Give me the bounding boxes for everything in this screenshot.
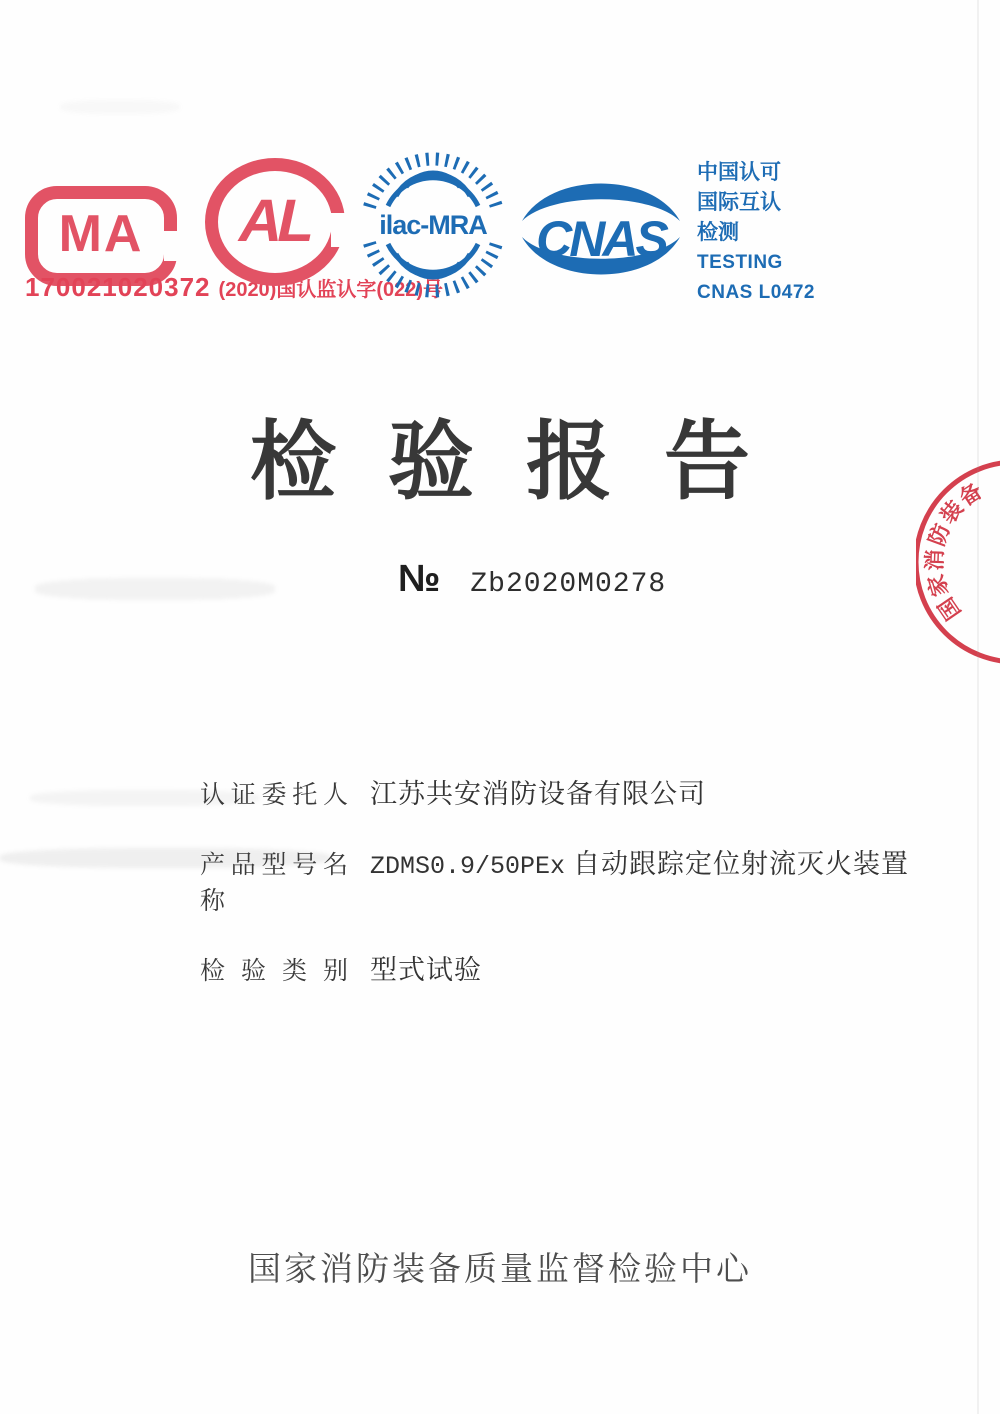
accreditation-line-3: 检测 — [697, 221, 739, 244]
product-model-value — [370, 842, 909, 881]
test-type-value: 型式试验 — [370, 955, 482, 985]
page-title: 检验报告 — [250, 414, 802, 510]
form-row-test-type — [200, 948, 880, 987]
cma-logo-letters: MA — [58, 205, 144, 263]
scan-smudge — [35, 578, 275, 600]
product-model-name: 自动跟踪定位射流灭火装置 — [573, 849, 910, 879]
cma-logo-icon — [25, 186, 177, 286]
report-number-line — [398, 558, 666, 601]
accreditation-line-1: 中国认可 — [697, 161, 781, 184]
cnas-logo-icon — [517, 166, 685, 290]
scan-smudge — [60, 100, 180, 114]
cal-logo-gap — [331, 213, 346, 247]
cma-logo-gap — [164, 231, 177, 261]
cma-approval-text: (2020)国认监认字(022)号 — [218, 279, 444, 301]
accreditation-header — [25, 150, 975, 315]
cal-logo-icon — [205, 158, 345, 286]
seal-visible-text: 国家消防装备 — [922, 477, 989, 625]
product-model-code: ZDMS0.9/50PEx — [370, 852, 566, 881]
report-form — [200, 772, 910, 1018]
issuing-organization: 国家消防装备质量监督检验中心 — [248, 1250, 752, 1287]
official-seal-stamp — [916, 455, 1000, 670]
numero-symbol: № — [398, 558, 441, 600]
product-model-label: 产品型号名称 — [200, 851, 348, 915]
report-number-value: Zb2020M0278 — [470, 569, 667, 600]
scan-smudge — [0, 848, 330, 868]
accreditation-testing-label: TESTING — [697, 252, 783, 273]
accreditation-text-block — [697, 158, 815, 308]
accreditation-cnas-code: CNAS L0472 — [697, 282, 815, 303]
ilac-mra-logo-text: ilac-MRA — [379, 210, 487, 240]
scan-edge-line — [977, 0, 979, 1414]
cal-logo-letters: AL — [233, 186, 318, 254]
accreditation-line-2: 国际互认 — [697, 191, 781, 214]
form-row-applicant — [200, 772, 880, 811]
scan-smudge — [30, 790, 260, 806]
cma-certificate-number: 170021020372 — [25, 272, 211, 302]
test-type-label: 检验类别 — [200, 957, 348, 985]
ilac-mra-logo-icon — [358, 150, 508, 300]
applicant-value: 江苏共安消防设备有限公司 — [370, 779, 706, 809]
applicant-label: 认证委托人 — [200, 781, 348, 809]
cma-certificate-line — [25, 272, 444, 303]
cnas-logo-text: CNAS — [536, 211, 666, 267]
